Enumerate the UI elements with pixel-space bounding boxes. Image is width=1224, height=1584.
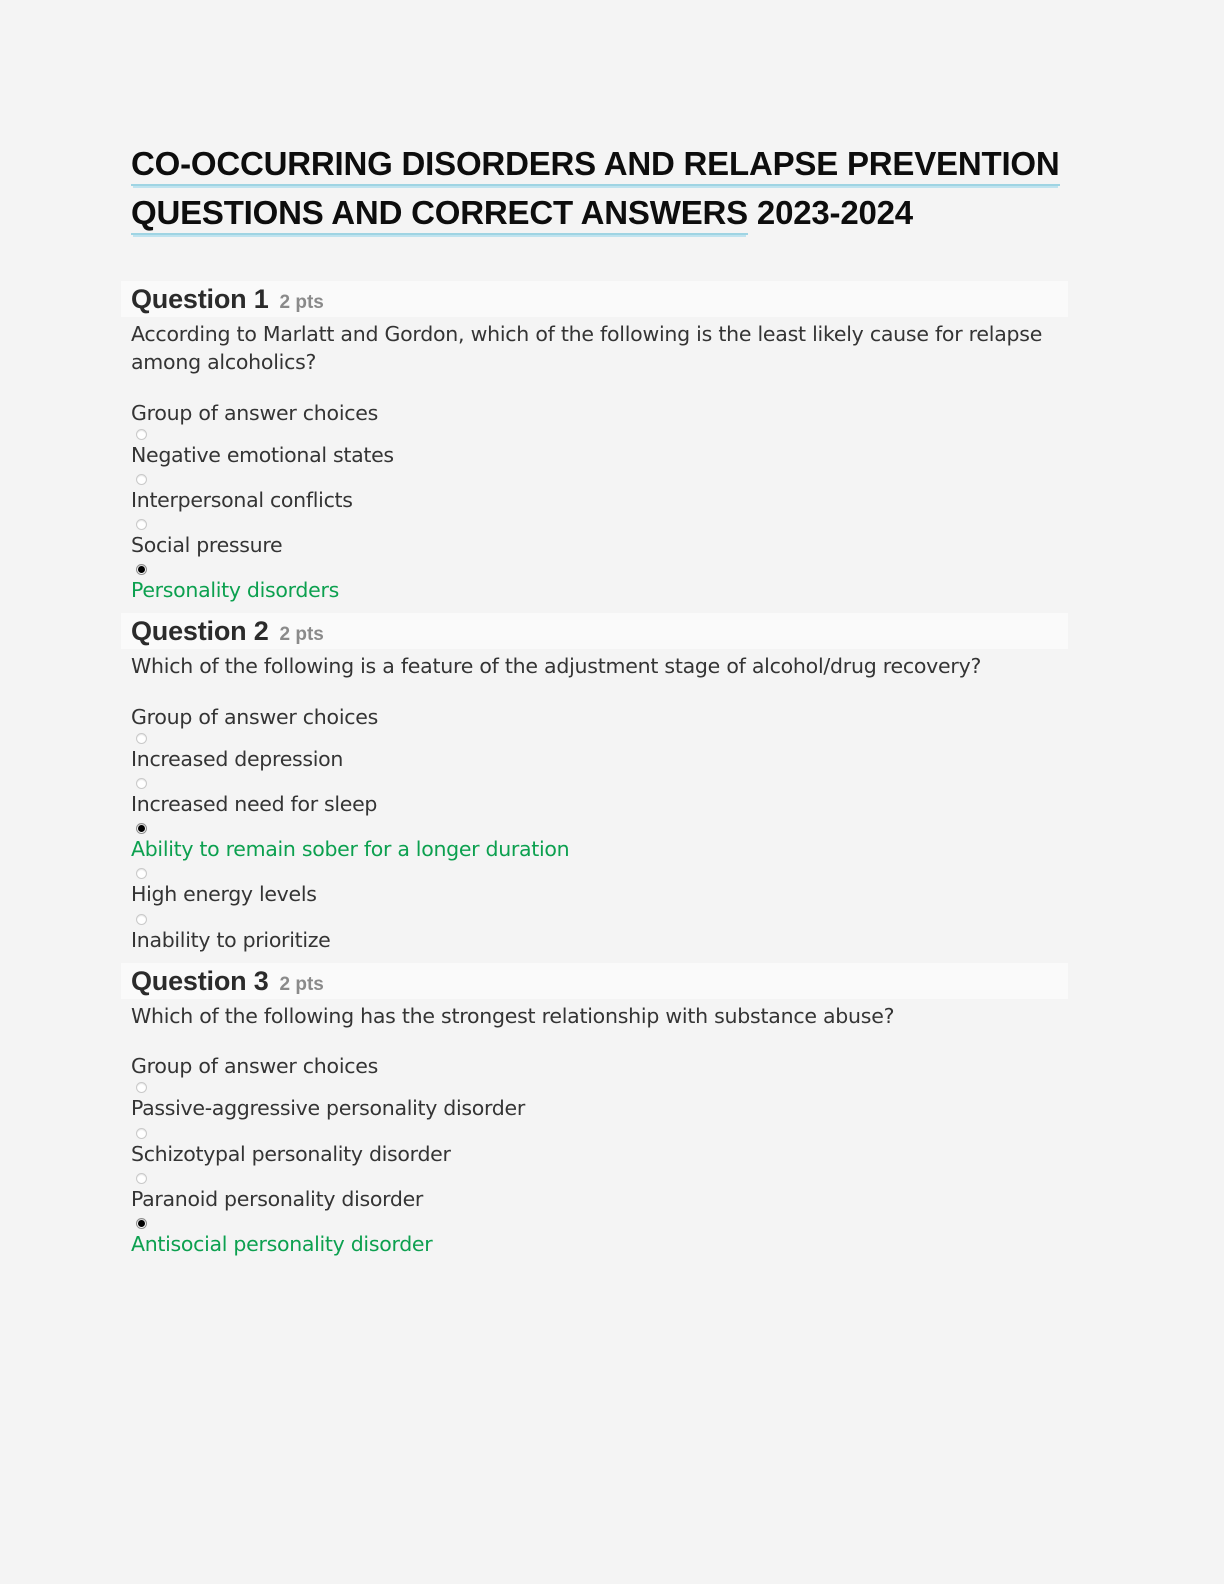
radio-button-icon[interactable]	[136, 914, 147, 925]
question-block	[131, 613, 1081, 954]
answer-option-label: Personality disorders	[131, 578, 339, 603]
answer-choices-label: Group of answer choices	[131, 400, 379, 425]
document-content	[131, 140, 1081, 1267]
answer-option[interactable]	[131, 564, 1081, 605]
question-number-label: Question 3	[131, 965, 269, 996]
answer-option[interactable]	[131, 1218, 1081, 1259]
answer-options-group	[131, 1082, 1081, 1258]
answer-option[interactable]	[131, 429, 1081, 470]
document-title-underlined-part: CO-OCCURRING DISORDERS AND RELAPSE PREVENTION QUESTIONS AND CORRECT ANSWERS	[131, 145, 1060, 235]
answer-options-group	[131, 429, 1081, 605]
question-points-badge: 2 pts	[279, 292, 324, 313]
answer-option-label: Increased depression	[131, 747, 344, 772]
answer-option-label: Passive-aggressive personality disorder	[131, 1096, 525, 1121]
question-points-badge: 2 pts	[279, 973, 324, 995]
answer-option[interactable]	[131, 519, 1081, 560]
document-title-year-part: 2023-2024	[747, 193, 913, 231]
question-block	[131, 281, 1081, 605]
answer-choices-label: Group of answer choices	[131, 705, 379, 730]
answer-options-group	[131, 733, 1081, 955]
question-header	[121, 963, 1068, 999]
answer-option-label: Social pressure	[131, 532, 283, 557]
answer-option[interactable]	[131, 778, 1081, 819]
answer-option-label: Schizotypal personality disorder	[131, 1141, 451, 1166]
radio-button-icon[interactable]	[136, 778, 147, 789]
question-text: Which of the following has the strongest relationship with substance abuse?	[131, 1003, 895, 1028]
question-points-badge: 2 pts	[279, 624, 324, 646]
question-text: According to Marlatt and Gordon, which of the following is the least likely cause for relapse among alcoholics?	[131, 322, 1043, 374]
question-number-label: Question 2	[131, 616, 269, 647]
radio-button-icon[interactable]	[136, 868, 147, 879]
question-block	[131, 963, 1081, 1259]
answer-option-label: Paranoid personality disorder	[131, 1186, 424, 1211]
answer-option-label: Inability to prioritize	[131, 927, 331, 952]
radio-button-icon[interactable]	[136, 1082, 147, 1093]
radio-button-icon[interactable]	[136, 733, 147, 744]
radio-button-selected-icon[interactable]	[136, 1218, 147, 1229]
answer-option-label: Increased need for sleep	[131, 792, 378, 817]
question-text: Which of the following is a feature of the adjustment stage of alcohol/drug recovery?	[131, 654, 982, 679]
answer-option-label: Negative emotional states	[131, 442, 394, 467]
answer-option-label: Ability to remain sober for a longer duration	[131, 837, 570, 862]
answer-option[interactable]	[131, 1082, 1081, 1123]
radio-button-icon[interactable]	[136, 429, 147, 440]
radio-button-icon[interactable]	[136, 519, 147, 530]
answer-option[interactable]	[131, 1128, 1081, 1169]
radio-button-selected-icon[interactable]	[136, 823, 147, 834]
answer-option[interactable]	[131, 823, 1081, 864]
answer-choices-label: Group of answer choices	[131, 1054, 379, 1079]
radio-button-selected-icon[interactable]	[136, 564, 147, 575]
question-number-label: Question 1	[131, 284, 269, 314]
answer-option-label: Interpersonal conflicts	[131, 487, 353, 512]
answer-option[interactable]	[131, 1173, 1081, 1214]
answer-option-label: High energy levels	[131, 882, 317, 907]
answer-option[interactable]	[131, 733, 1081, 774]
radio-button-icon[interactable]	[136, 474, 147, 485]
question-header	[121, 613, 1068, 649]
answer-option[interactable]	[131, 474, 1081, 515]
radio-button-icon[interactable]	[136, 1128, 147, 1139]
radio-button-icon[interactable]	[136, 1173, 147, 1184]
answer-option[interactable]	[131, 868, 1081, 909]
questions-container	[131, 281, 1081, 1259]
document-title	[131, 140, 1066, 237]
question-header	[121, 281, 1068, 317]
answer-option[interactable]	[131, 914, 1081, 955]
answer-option-label: Antisocial personality disorder	[131, 1231, 433, 1256]
